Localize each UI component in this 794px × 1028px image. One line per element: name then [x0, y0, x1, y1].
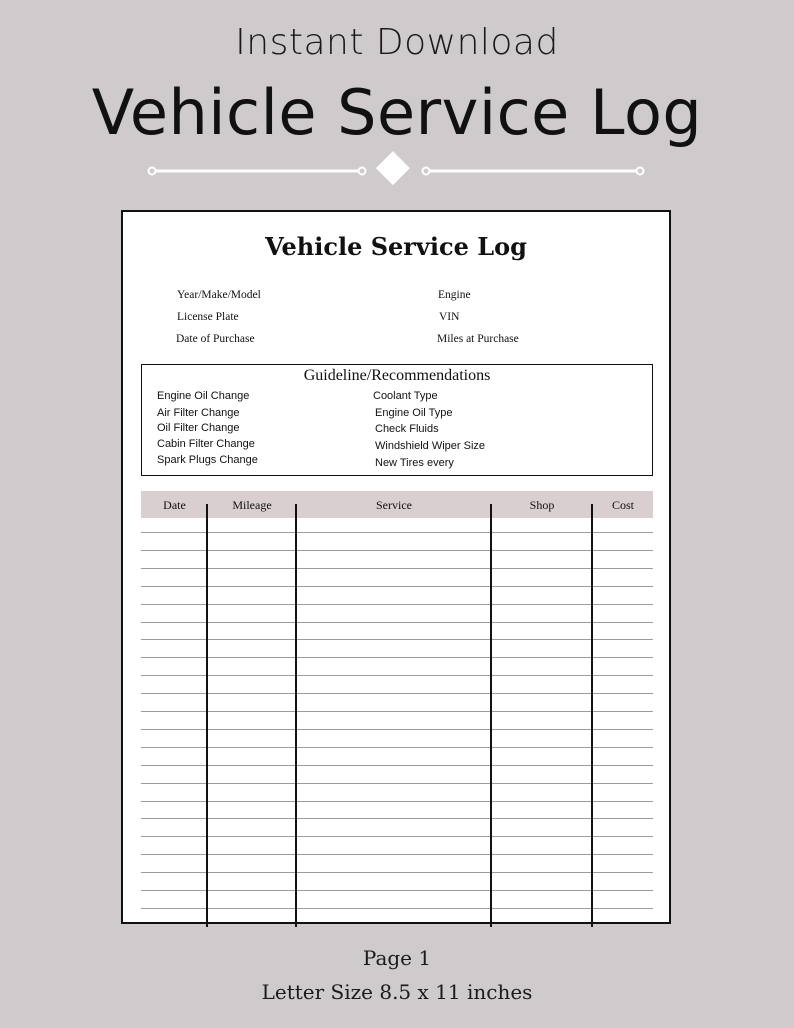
guideline-item: Windshield Wiper Size — [375, 440, 486, 452]
guideline-item: Cabin Filter Change — [157, 438, 255, 450]
table-row-line — [141, 532, 653, 533]
table-row-line — [141, 550, 653, 551]
guideline-item: Oil Filter Change — [157, 422, 240, 434]
column-header-cost: Cost — [611, 498, 634, 512]
column-divider — [206, 504, 208, 927]
table-row-line — [141, 747, 653, 748]
ornament-inner-circle-right — [423, 168, 430, 175]
table-row-line — [141, 818, 653, 819]
guideline-item: Engine Oil Type — [375, 407, 453, 419]
table-row-line — [141, 801, 653, 802]
table-row-line — [141, 675, 653, 676]
table-row-line — [141, 872, 653, 873]
license-plate-label: License Plate — [177, 311, 239, 323]
table-row-line — [141, 586, 653, 587]
column-header-mileage: Mileage — [232, 498, 272, 512]
guideline-item: Coolant Type — [373, 390, 438, 402]
vin-label: VIN — [439, 311, 460, 323]
page-number: Page 1 — [362, 946, 432, 970]
table-row-line — [141, 729, 653, 730]
table-row-line — [141, 622, 653, 623]
service-log-table — [141, 491, 653, 911]
ornament-inner-circle-left — [359, 168, 366, 175]
table-row-line — [141, 604, 653, 605]
ornament-end-circle-left — [149, 168, 156, 175]
table-row-line — [141, 908, 653, 909]
guideline-item: Check Fluids — [375, 423, 439, 435]
guideline-item: Air Filter Change — [157, 407, 240, 419]
table-row-line — [141, 657, 653, 658]
ornament-end-circle-right — [637, 168, 644, 175]
sheet-title: Vehicle Service Log — [265, 232, 527, 261]
guideline-item: Engine Oil Change — [157, 390, 250, 402]
date-of-purchase-label: Date of Purchase — [176, 333, 255, 345]
paper-size: Letter Size 8.5 x 11 inches — [261, 980, 533, 1004]
table-row-line — [141, 765, 653, 766]
column-divider — [295, 504, 297, 927]
table-row-line — [141, 836, 653, 837]
column-header-shop: Shop — [529, 498, 555, 512]
guideline-item: Spark Plugs Change — [157, 454, 258, 466]
column-divider — [490, 504, 492, 927]
divider-ornament — [140, 150, 654, 192]
table-row-line — [141, 890, 653, 891]
engine-label: Engine — [438, 289, 471, 301]
table-row-line — [141, 693, 653, 694]
main-title: Vehicle Service Log — [91, 76, 703, 149]
subtitle: Instant Download — [235, 22, 559, 63]
guideline-item: New Tires every — [375, 457, 454, 469]
table-row-line — [141, 783, 653, 784]
service-log-sheet — [121, 210, 671, 924]
table-row-line — [141, 854, 653, 855]
year-make-model-label: Year/Make/Model — [177, 289, 261, 301]
table-row-line — [141, 568, 653, 569]
column-header-date: Date — [163, 498, 186, 512]
guidelines-title: Guideline/Recommendations — [303, 367, 491, 384]
column-divider — [591, 504, 593, 927]
miles-at-purchase-label: Miles at Purchase — [437, 333, 519, 345]
table-row-line — [141, 639, 653, 640]
guidelines-box — [141, 364, 653, 476]
column-header-service: Service — [376, 498, 412, 512]
table-row-line — [141, 711, 653, 712]
ornament-diamond — [376, 151, 410, 185]
